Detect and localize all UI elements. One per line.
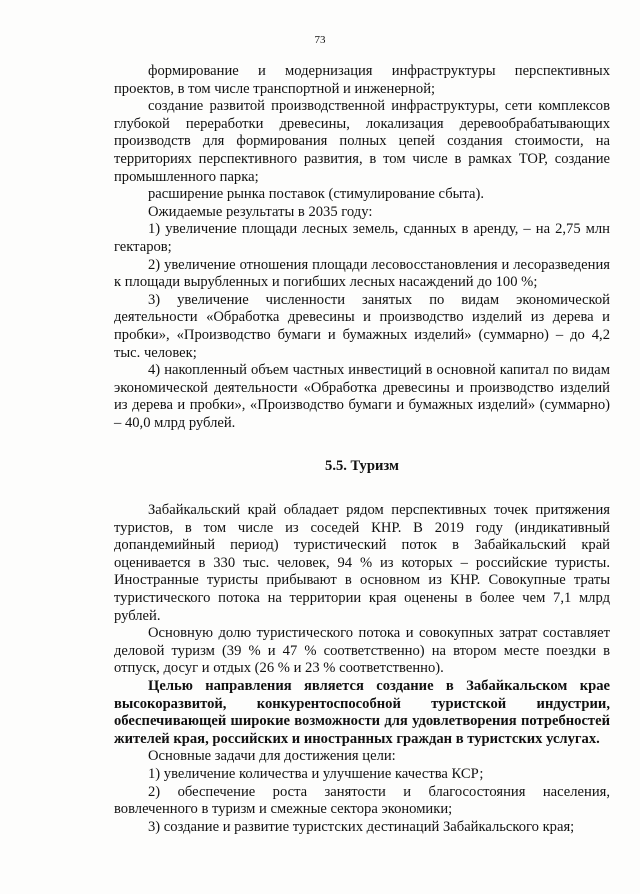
list-item: 3) создание и развитие туристских дестинаций Забайкальского края; — [148, 818, 575, 835]
paragraph: формирование и модернизация инфраструктуры перспективных проектов, в том числе транспортной и инженерной; — [114, 63, 610, 97]
page-number: 73 — [314, 34, 326, 46]
paragraph: создание развитой производственной инфраструктуры, сети комплексов глубокой переработки древесины, локализация деревообрабатывающих производств для формирования полных цепей создания стоимости, на территориях перспективного развития, в том числе в рамках ТОР, создание промышленного парка; — [114, 98, 610, 185]
section-heading: 5.5. Туризм — [325, 458, 399, 475]
tasks-intro: Основные задачи для достижения цели: — [148, 748, 396, 765]
list-item: 4) накопленный объем частных инвестиций в основной капитал по видам экономической деятельности «Обработка древесины и производство изделий из дерева и пробки», «Производство бумаги и бумажных изделий» (суммарно) – 40,0 млрд рублей. — [114, 362, 610, 431]
paragraph: Основную долю туристического потока и совокупных затрат составляет деловой туризм (39 % и 47 % соответственно) на втором месте поездки в отпуск, досуг и отдых (26 % и 23 % соответственно). — [114, 625, 610, 677]
list-item: 2) обеспечение роста занятости и благосостояния населения, вовлеченного в туризм и смежные сектора экономики; — [114, 783, 610, 818]
goal-paragraph: Целью направления является создание в Забайкальском крае высокоразвитой, конкурентоспособной туристской индустрии, обеспечивающей широкие возможности для удовлетворения потребностей жителей края, российских и иностранных граждан в туристских услугах. — [114, 678, 610, 747]
document-body — [114, 63, 610, 836]
list-item: 1) увеличение количества и улучшение качества КСР; — [148, 765, 484, 782]
paragraph: Ожидаемые результаты в 2035 году: — [148, 203, 373, 220]
list-item: 2) увеличение отношения площади лесовосстановления и лесоразведения к площади вырубленных и погибших лесных насаждений до 100 %; — [114, 256, 610, 291]
paragraph: расширение рынка поставок (стимулирование сбыта). — [148, 186, 484, 203]
paragraph: Забайкальский край обладает рядом перспективных точек притяжения туристов, в том числе из соседей КНР. В 2019 году (индикативный допандемийный период) туристический поток в Забайкальский край оценивается в 330 тыс. человек, 94 % из которых – российские туристы. Иностранные туристы прибывают в основном из КНР. Совокупные траты туристического потока на территории края оценены в более чем 7,1 млрд рублей. — [114, 502, 610, 624]
list-item: 3) увеличение численности занятых по видам экономической деятельности «Обработка древесины и производство изделий из дерева и пробки», «Производство бумаги и бумажных изделий» (суммарно) – до 4,2 тыс. человек; — [114, 291, 610, 361]
list-item: 1) увеличение площади лесных земель, сданных в аренду, – на 2,75 млн гектаров; — [114, 221, 610, 255]
